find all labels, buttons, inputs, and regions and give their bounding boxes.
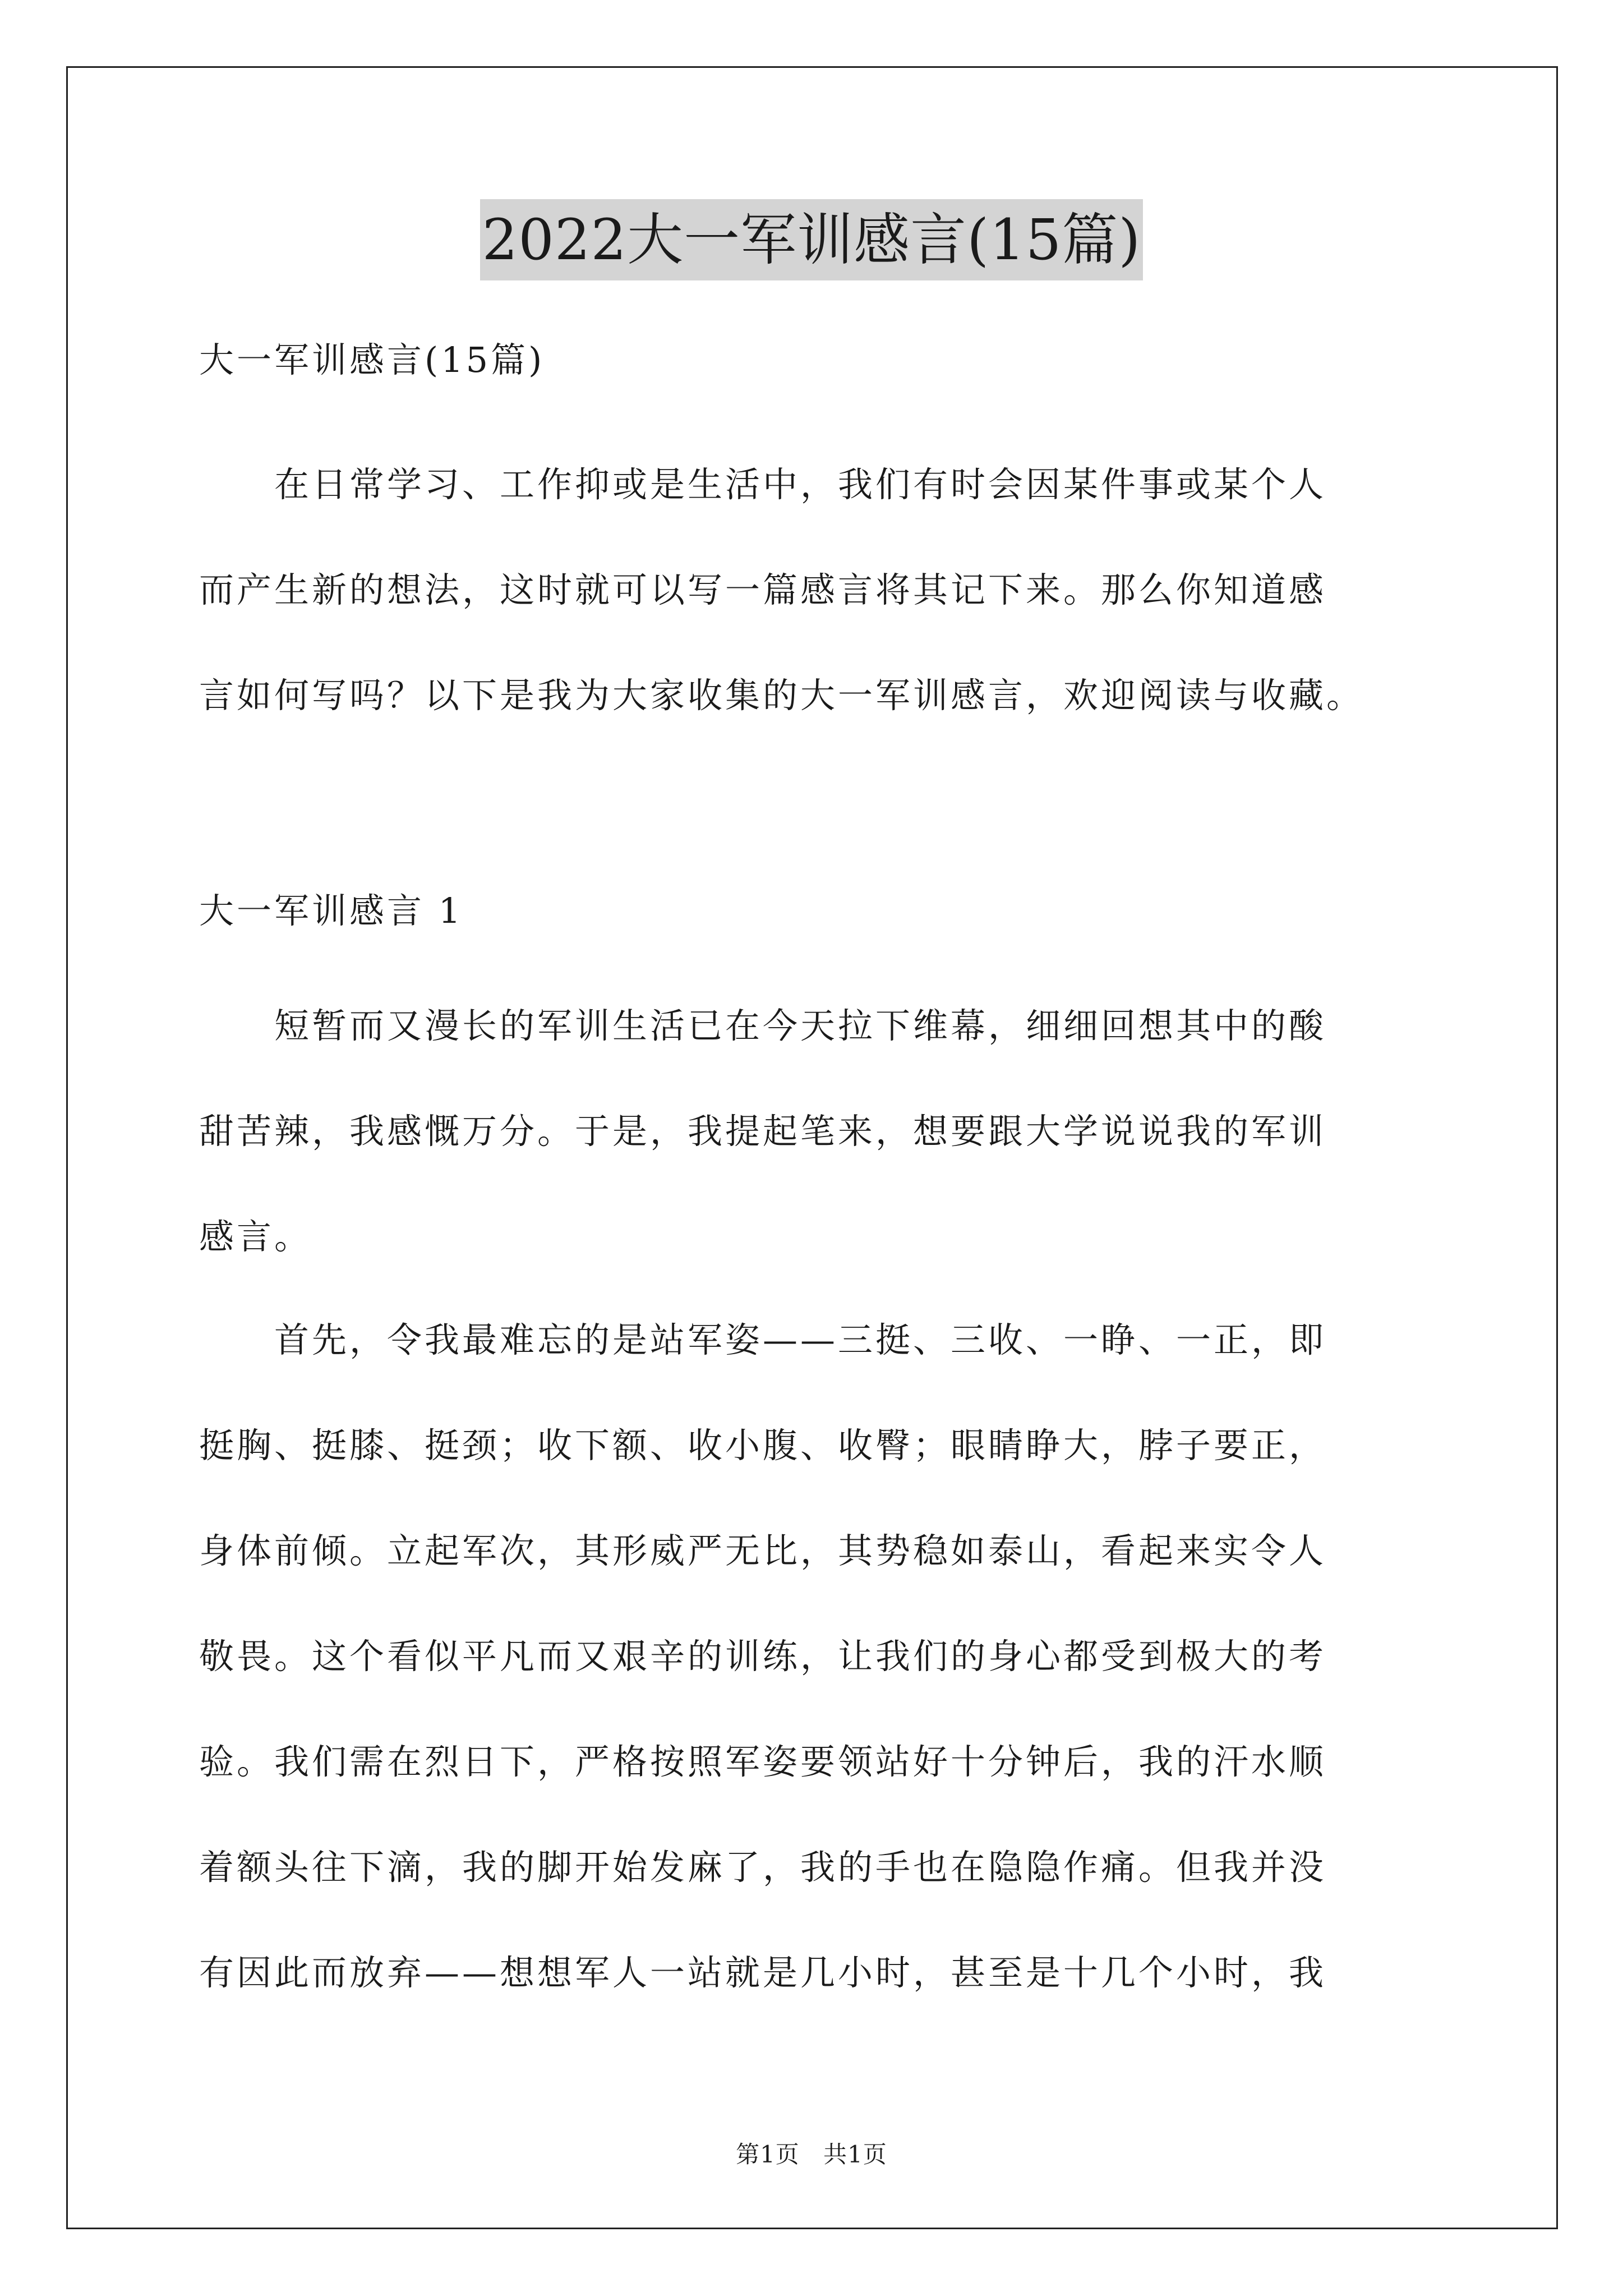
paragraph-line: 言如何写吗？以下是我为大家收集的大一军训感言，欢迎阅读与收藏。 [199,675,1364,716]
paragraph-line: 有因此而放弃——想想军人一站就是几小时，甚至是十几个小时，我 [199,1952,1327,1993]
paragraph-line: 着额头往下滴，我的脚开始发麻了，我的手也在隐隐作痛。但我并没 [199,1847,1327,1888]
paragraph-line: 敬畏。这个看似平凡而又艰辛的训练，让我们的身心都受到极大的考 [199,1636,1327,1677]
paragraph-line: 首先，令我最难忘的是站军姿——三挺、三收、一睁、一正，即 [199,1319,1327,1360]
page-total: 共1页 [823,2141,887,2168]
section-heading-text: 大一军训感言 1 [199,890,464,931]
paragraph-line: 验。我们需在烈日下，严格按照军姿要领站好十分钟后，我的汗水顺 [199,1741,1327,1782]
paragraph-line: 在日常学习、工作抑或是生活中，我们有时会因某件事或某个人 [199,464,1327,505]
paragraph-line: 而产生新的想法，这时就可以写一篇感言将其记下来。那么你知道感 [199,569,1327,610]
paragraph-line: 感言。 [199,1216,312,1257]
section1-paragraph-1 [199,973,1424,1290]
section1-paragraph-2 [199,1287,1424,2026]
page-footer [0,2136,1623,2170]
section-heading [199,858,1424,964]
document-subtitle [199,307,1424,413]
paragraph-line: 短暂而又漫长的军训生活已在今天拉下维幕，细细回想其中的酸 [199,1005,1327,1046]
subtitle-line: 大一军训感言(15篇) [199,339,545,380]
paragraph-line: 挺胸、挺膝、挺颈；收下额、收小腹、收臀；眼睛睁大，脖子要正， [199,1425,1327,1466]
paragraph-line: 身体前倾。立起军次，其形威严无比，其势稳如泰山，看起来实令人 [199,1530,1327,1571]
paragraph-line: 甜苦辣，我感慨万分。于是，我提起笔来，想要跟大学说说我的军训 [199,1111,1327,1152]
page-number: 第1页 [736,2141,800,2168]
intro-paragraph [199,432,1424,748]
title-container [0,199,1623,280]
document-title: 2022大一军训感言(15篇) [480,199,1144,280]
